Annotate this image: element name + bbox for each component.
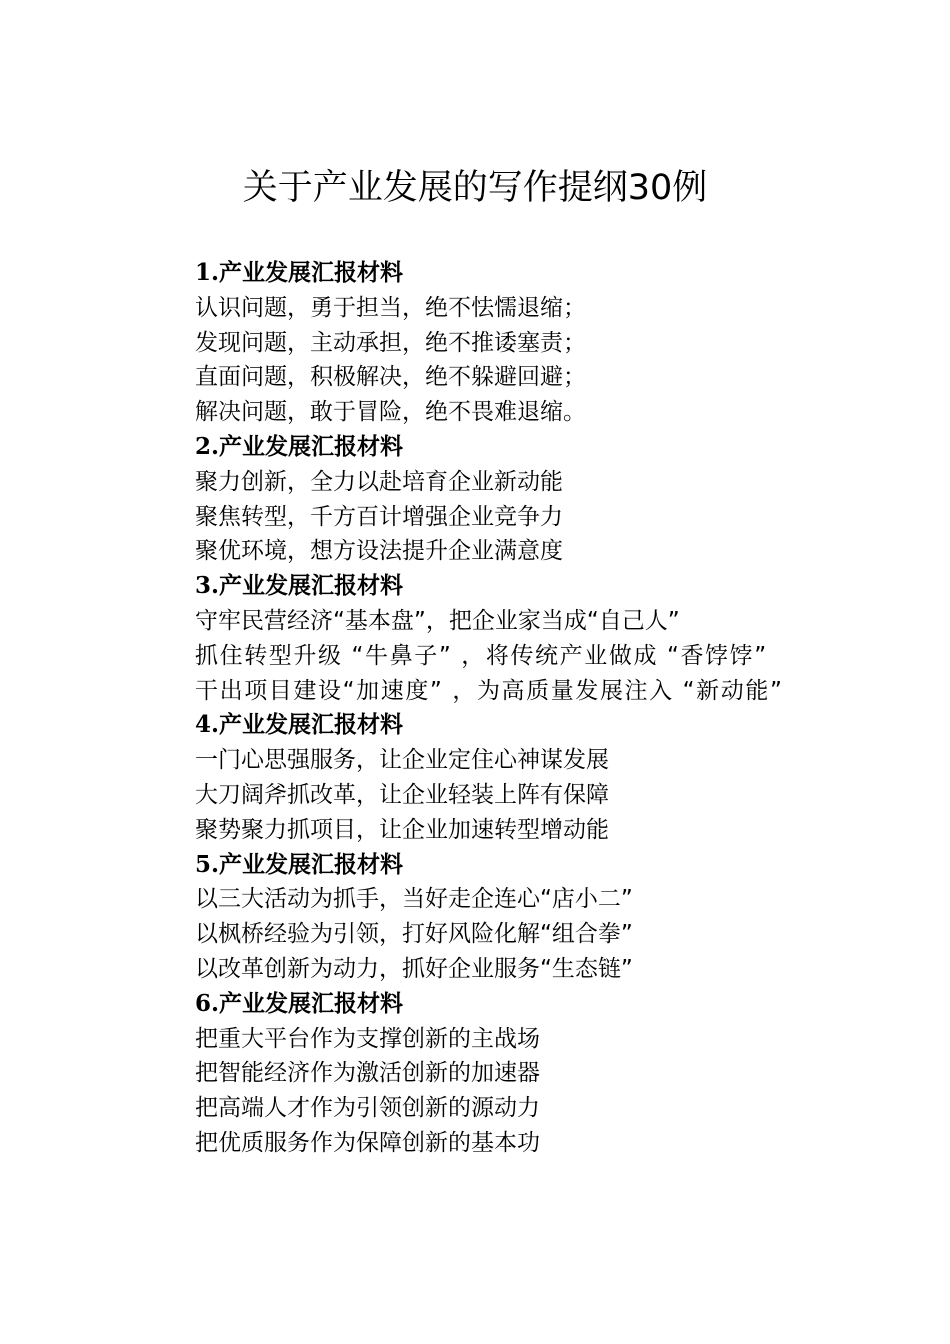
outline-line: 解决问题，敢于冒险，绝不畏难退缩。 [195, 399, 586, 426]
section-heading [145, 708, 810, 743]
outline-line: 聚焦转型，千方百计增强企业竞争力 [195, 503, 563, 530]
section-heading [145, 848, 810, 883]
outline-line: 抓住转型升级 “牛鼻子” ，将传统产业做成 “香饽饽” [195, 642, 768, 669]
outline-line: 把高端人才作为引领创新的源动力 [195, 1095, 540, 1122]
outline-line: 干出项目建设“加速度” ，为高质量发展注入 “新动能” [195, 677, 784, 704]
outline-line: 一门心思强服务，让企业定住心神谋发展 [195, 747, 609, 774]
outline-line: 把优质服务作为保障创新的基本功 [195, 1129, 540, 1156]
section-heading-text: 产业发展汇报材料 [219, 851, 404, 878]
section-1 [145, 256, 810, 430]
section-number: 1. [195, 259, 220, 286]
section-heading-text: 产业发展汇报材料 [219, 433, 404, 460]
section-heading [145, 987, 810, 1022]
section-number: 4. [195, 711, 220, 739]
outline-line: 以枫桥经验为引领，打好风险化解“组合拳” [195, 921, 633, 948]
section-number: 5. [195, 850, 220, 878]
document-title: 关于产业发展的写作提纲30例 [242, 168, 708, 208]
outline-line: 大刀阔斧抓改革，让企业轻装上阵有保障 [195, 781, 609, 808]
outline-line: 以三大活动为抓手，当好走企连心“店小二” [195, 886, 633, 913]
section-heading-text: 产业发展汇报材料 [219, 712, 404, 739]
section-6 [145, 987, 810, 1161]
section-2 [145, 430, 810, 569]
section-heading-text: 产业发展汇报材料 [219, 260, 404, 286]
section-heading [145, 430, 810, 465]
outline-line: 把重大平台作为支撑创新的主战场 [195, 1025, 540, 1052]
section-number: 2. [195, 432, 220, 460]
section-number: 3. [195, 572, 220, 600]
section-4 [145, 708, 810, 847]
document-body [145, 256, 810, 1161]
section-3 [145, 569, 810, 708]
section-heading-text: 产业发展汇报材料 [219, 990, 404, 1017]
outline-line: 发现问题，主动承担，绝不推诿塞责； [195, 329, 586, 356]
outline-line: 守牢民营经济“基本盘”，把企业家当成“自己人” [195, 607, 680, 634]
section-heading [145, 569, 810, 604]
outline-line: 把智能经济作为激活创新的加速器 [195, 1060, 540, 1087]
section-5 [145, 848, 810, 987]
outline-line: 直面问题，积极解决，绝不躲避回避； [195, 364, 586, 391]
outline-line: 以改革创新为动力，抓好企业服务“生态链” [195, 955, 633, 982]
section-heading-text: 产业发展汇报材料 [219, 573, 404, 600]
section-number: 6. [195, 989, 220, 1017]
section-heading [145, 256, 810, 291]
outline-line: 认识问题，勇于担当，绝不怯懦退缩； [195, 294, 586, 321]
outline-line: 聚优环境，想方设法提升企业满意度 [195, 538, 563, 565]
outline-line: 聚力创新，全力以赴培育企业新动能 [195, 468, 563, 495]
outline-line: 聚势聚力抓项目，让企业加速转型增动能 [195, 816, 609, 843]
